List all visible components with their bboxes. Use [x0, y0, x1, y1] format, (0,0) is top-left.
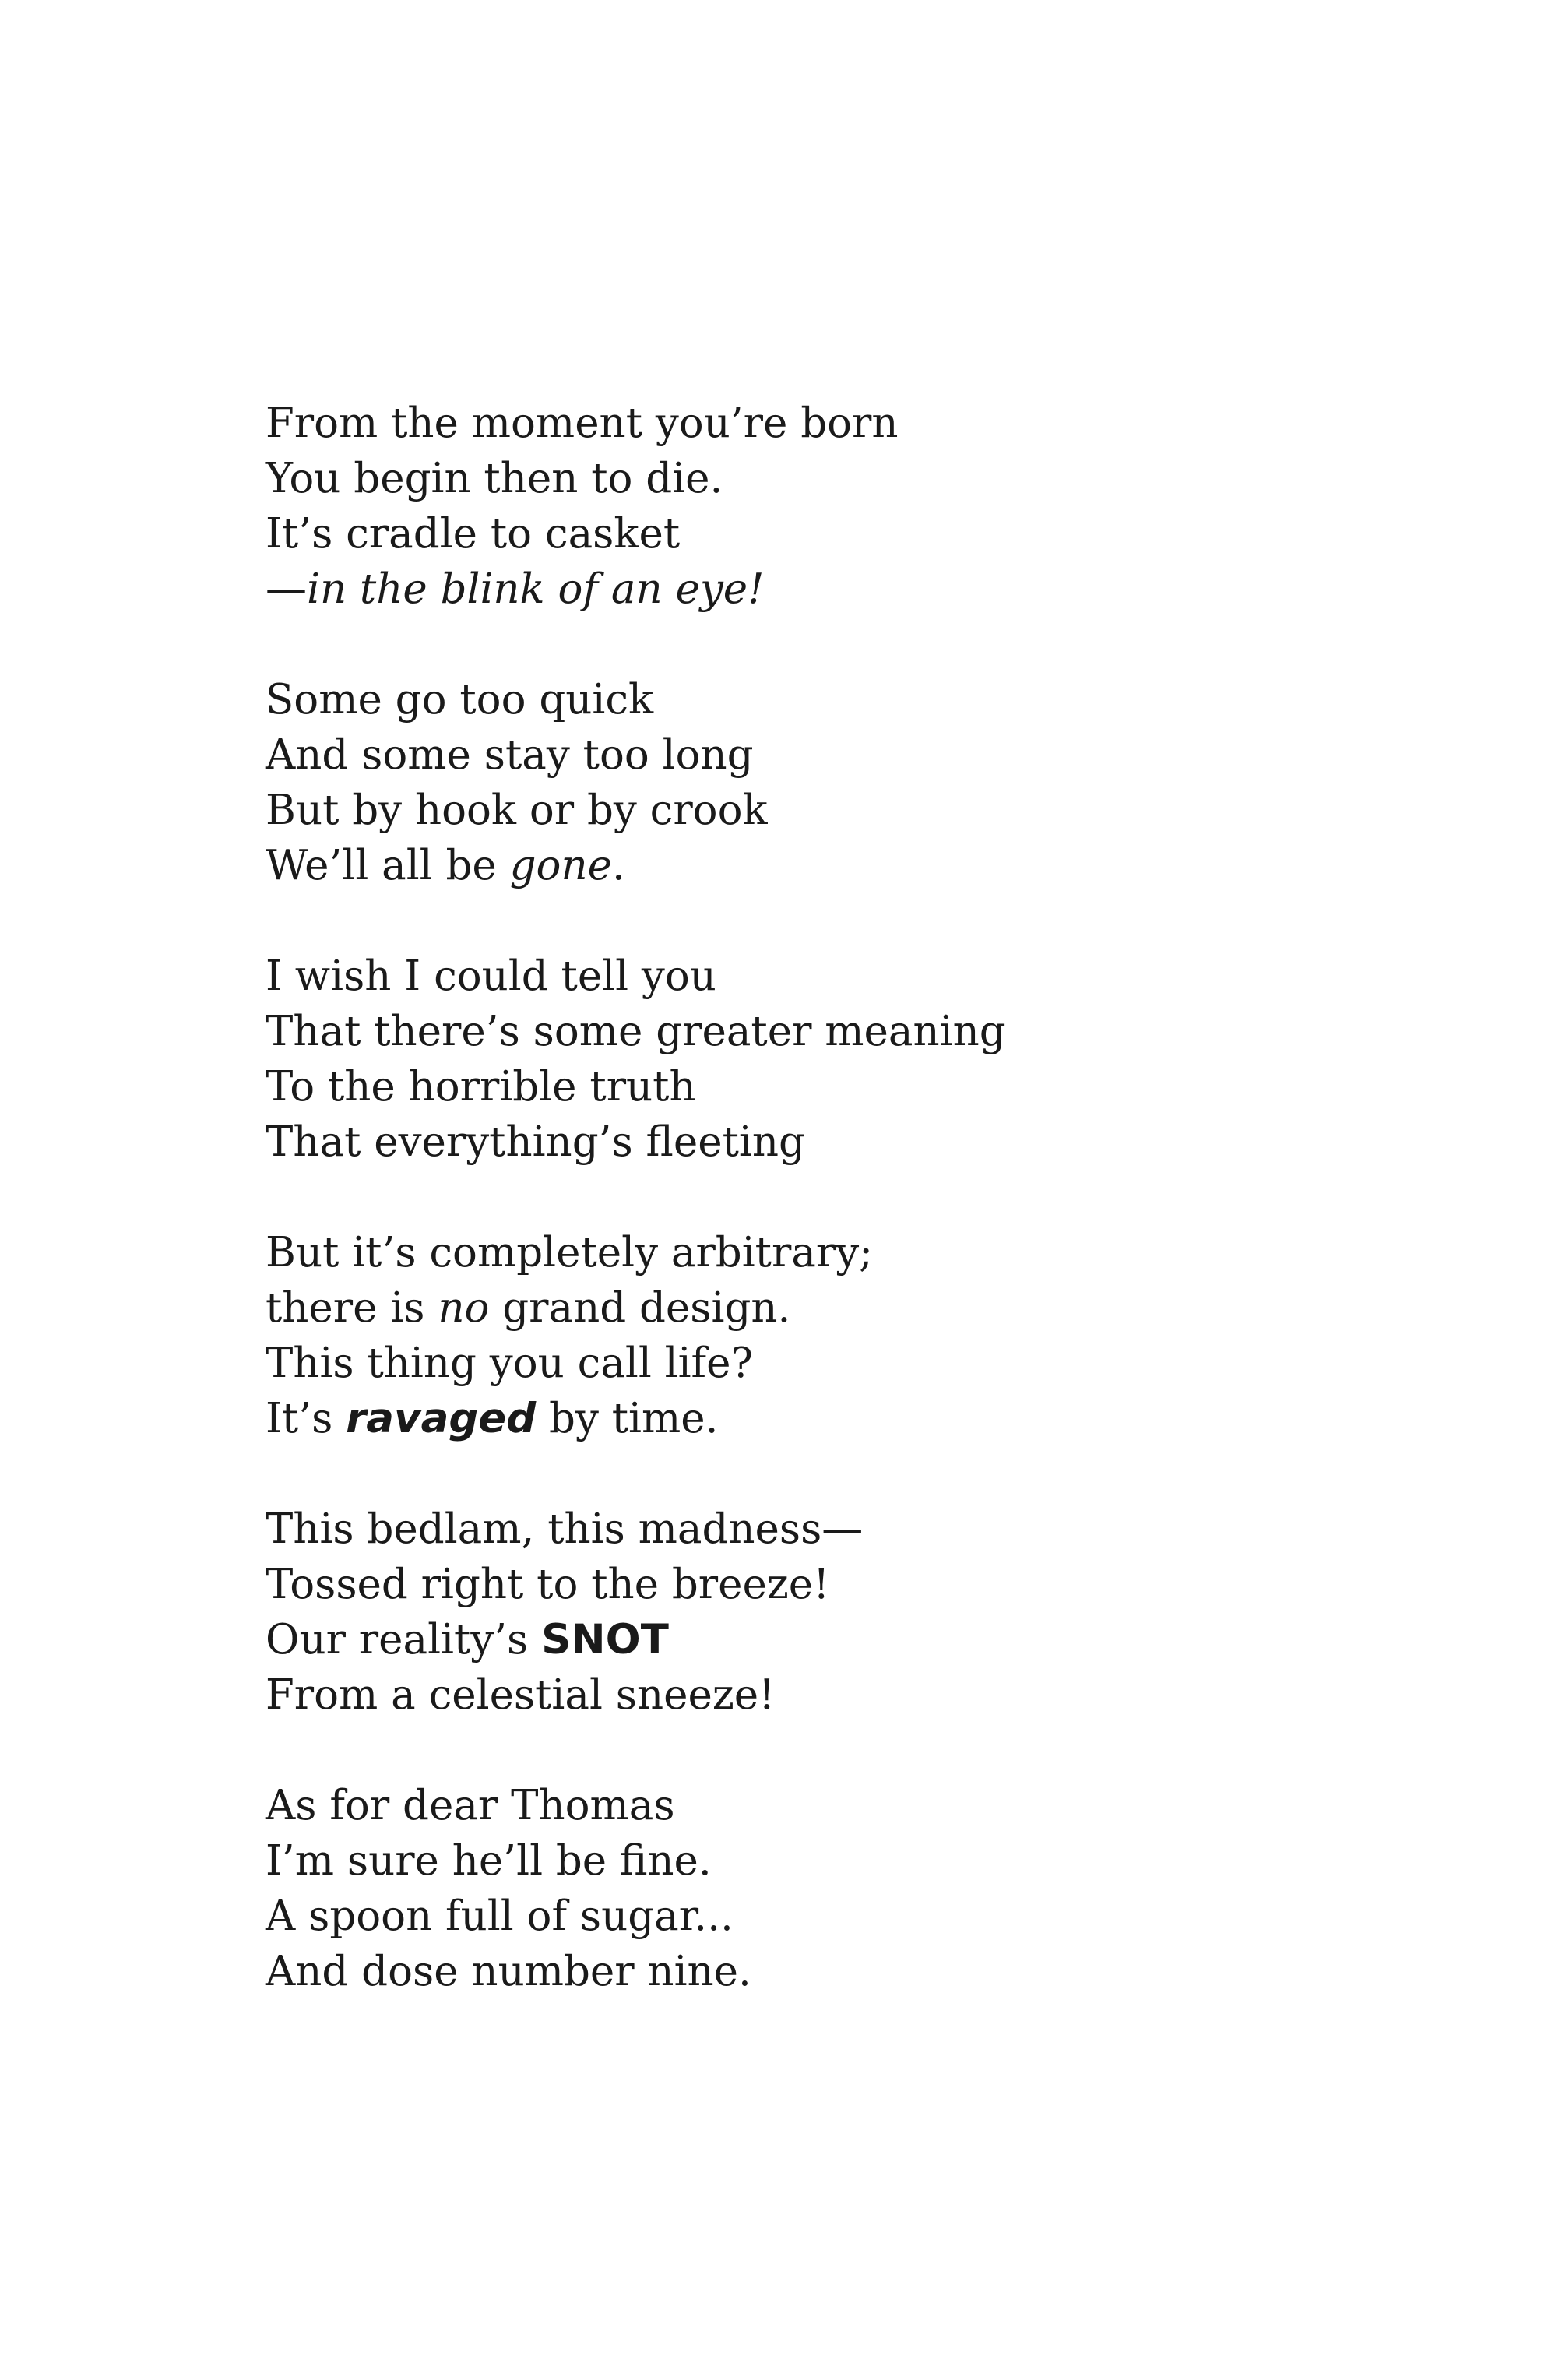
poem-line: To the horrible truth	[266, 1063, 696, 1111]
poem-line: But it’s completely arbitrary;	[266, 1229, 874, 1276]
poem	[266, 396, 1356, 2054]
poem-line: I wish I could tell you	[266, 952, 716, 1000]
poem-line: That there’s some greater meaning	[266, 1008, 1006, 1055]
line-prefix: there is	[266, 1284, 438, 1332]
line-prefix: It’s	[266, 1395, 347, 1442]
stanza-2	[266, 672, 1356, 893]
poem-line: Some go too quick	[266, 676, 654, 724]
poem-line	[266, 1391, 1356, 1446]
poem-line: That everything’s fleeting	[266, 1118, 805, 1166]
poem-line: From a celestial sneeze!	[266, 1671, 776, 1719]
poem-line	[266, 1280, 1356, 1336]
poem-line	[266, 562, 1356, 617]
line-prefix: —	[266, 565, 307, 613]
italic-phrase: in the blink of an eye!	[307, 565, 765, 613]
line-prefix: We’ll all be	[266, 842, 510, 889]
line-suffix: .	[611, 842, 625, 889]
poem-line: Tossed right to the breeze!	[266, 1561, 830, 1608]
poem-line	[266, 1612, 1356, 1667]
poem-line: And some stay too long	[266, 731, 754, 779]
poem-line: This thing you call life?	[266, 1340, 753, 1387]
italic-word: gone	[509, 842, 612, 889]
italic-word: no	[438, 1284, 490, 1332]
poem-line: And dose number nine.	[266, 1948, 751, 1995]
poem-line: From the moment you’re born	[266, 400, 899, 447]
poem-line: It’s cradle to casket	[266, 510, 681, 558]
stanza-3	[266, 949, 1356, 1170]
line-suffix: grand design.	[489, 1284, 791, 1332]
bold-italic-word: ravaged	[346, 1395, 537, 1442]
poem-line: A spoon full of sugar...	[266, 1892, 734, 1940]
stanza-6	[266, 1778, 1356, 1999]
stanza-1	[266, 396, 1356, 617]
poem-line: But by hook or by crook	[266, 787, 768, 834]
line-prefix: Our reality’s	[266, 1616, 542, 1664]
line-suffix: by time.	[536, 1395, 719, 1442]
stanza-5	[266, 1502, 1356, 1723]
poem-line: You begin then to die.	[266, 455, 723, 502]
stanza-4	[266, 1225, 1356, 1446]
poem-line: As for dear Thomas	[266, 1782, 675, 1829]
poem-line	[266, 838, 1356, 893]
poem-line: I’m sure he’ll be fine.	[266, 1837, 712, 1885]
poem-line: This bedlam, this madness—	[266, 1505, 864, 1553]
bold-word: SNOT	[541, 1616, 669, 1664]
